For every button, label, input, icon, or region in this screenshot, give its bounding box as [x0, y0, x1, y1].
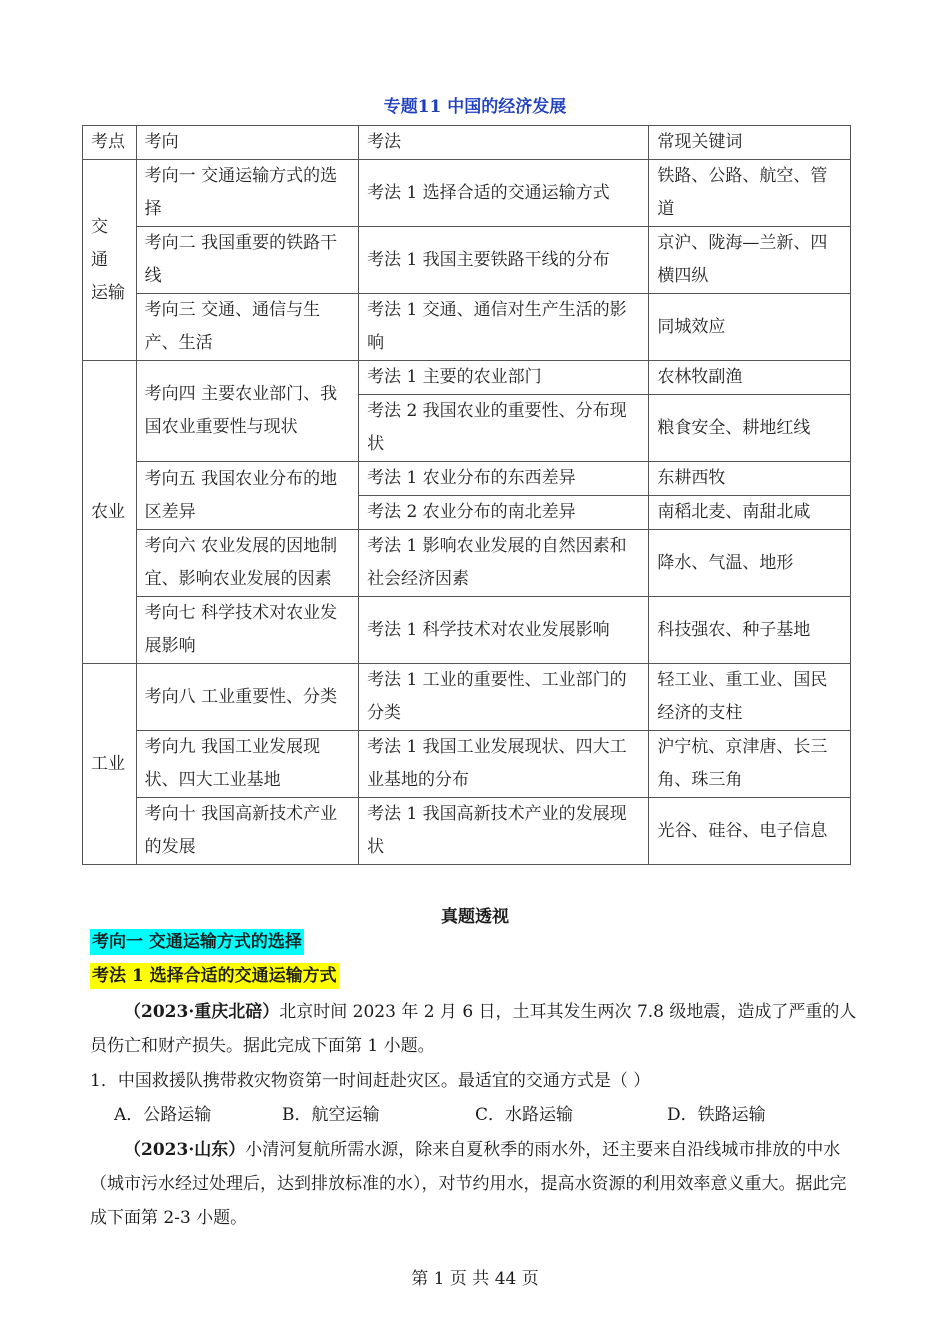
kaofa-cell: 考法 1 我国主要铁路干线的分布: [359, 227, 649, 294]
option-d: D．铁路运输: [667, 1105, 766, 1125]
group-agriculture: 农业: [83, 361, 137, 664]
header-keywords: 常现关键词: [649, 126, 851, 160]
kaoxiang-cell: 考向七 科学技术对农业发展影响: [136, 597, 358, 664]
kaoxiang-cell: 考向二 我国重要的铁路干线: [136, 227, 358, 294]
header-kaofa: 考法: [359, 126, 649, 160]
kaoxiang-cell: 考向五 我国农业分布的地区差异: [136, 462, 358, 530]
kaoxiang-cell: 考向六 农业发展的因地制宜、影响农业发展的因素: [136, 530, 358, 597]
kaofa-cell: 考法 1 交通、通信对生产生活的影响: [359, 294, 649, 361]
keyword-cell: 铁路、公路、航空、管道: [649, 160, 851, 227]
kaofa-heading: 考法 1 选择合适的交通运输方式: [90, 963, 339, 989]
option-a: A．公路运输: [114, 1105, 212, 1125]
kaofa-cell: 考法 1 影响农业发展的自然因素和社会经济因素: [359, 530, 649, 597]
answer-options: [114, 1098, 814, 1132]
section-title: 真题透视: [441, 907, 509, 927]
table-row: [83, 597, 851, 664]
question-1: 1．中国救援队携带救灾物资第一时间赶赴灾区。最适宜的交通方式是（ ）: [90, 1071, 651, 1091]
keyword-cell: 南稻北麦、南甜北咸: [649, 496, 851, 530]
kaoxiang-cell: 考向四 主要农业部门、我国农业重要性与现状: [136, 361, 358, 462]
keyword-cell: 科技强农、种子基地: [649, 597, 851, 664]
document-title: 专题11 中国的经济发展: [383, 97, 567, 117]
kaoxiang-cell: 考向十 我国高新技术产业的发展: [136, 798, 358, 865]
kaoxiang-cell: 考向八 工业重要性、分类: [136, 664, 358, 731]
table-row: [83, 227, 851, 294]
page-footer: 第 1 页 共 44 页: [411, 1269, 539, 1289]
table-row: [83, 361, 851, 395]
keyword-cell: 京沪、陇海—兰新、四横四纵: [649, 227, 851, 294]
header-kaoxiang: 考向: [136, 126, 358, 160]
kaoxiang-cell: 考向一 交通运输方式的选择: [136, 160, 358, 227]
table-row: [83, 664, 851, 731]
keyword-cell: 粮食安全、耕地红线: [649, 395, 851, 462]
kaoxiang-heading: 考向一 交通运输方式的选择: [90, 929, 304, 955]
table-row: [83, 160, 851, 227]
context-text: 北京时间 2023 年 2 月 6 日，土耳其发生两次 7.8 级地震，造成了严重的人员伤亡和财产损失。据此完成下面第 1 小题。: [90, 1002, 857, 1056]
kaofa-cell: 考法 2 我国农业的重要性、分布现状: [359, 395, 649, 462]
table-header-row: [83, 126, 851, 160]
table-row: [83, 462, 851, 496]
kaofa-cell: 考法 1 工业的重要性、工业部门的分类: [359, 664, 649, 731]
question-context-1: [90, 995, 858, 1063]
table-row: [83, 530, 851, 597]
group-transport: 交 通 运输: [83, 160, 137, 361]
option-b: B．航空运输: [282, 1105, 380, 1125]
table-row: [83, 294, 851, 361]
source-label: （2023·山东）: [124, 1140, 246, 1160]
question-context-2: [90, 1133, 858, 1235]
kaofa-cell: 考法 1 我国高新技术产业的发展现状: [359, 798, 649, 865]
kaofa-cell: 考法 2 农业分布的南北差异: [359, 496, 649, 530]
kaofa-cell: 考法 1 农业分布的东西差异: [359, 462, 649, 496]
keyword-cell: 降水、气温、地形: [649, 530, 851, 597]
group-industry: 工业: [83, 664, 137, 865]
keyword-cell: 沪宁杭、京津唐、长三角、珠三角: [649, 731, 851, 798]
source-label: （2023·重庆北碚）: [124, 1002, 280, 1022]
option-c: C．水路运输: [475, 1105, 574, 1125]
keyword-cell: 农林牧副渔: [649, 361, 851, 395]
kaofa-cell: 考法 1 科学技术对农业发展影响: [359, 597, 649, 664]
kaofa-cell: 考法 1 主要的农业部门: [359, 361, 649, 395]
keyword-cell: 光谷、硅谷、电子信息: [649, 798, 851, 865]
keyword-cell: 东耕西牧: [649, 462, 851, 496]
header-kaodian: 考点: [83, 126, 137, 160]
kaofa-cell: 考法 1 选择合适的交通运输方式: [359, 160, 649, 227]
table-row: [83, 798, 851, 865]
keyword-cell: 轻工业、重工业、国民经济的支柱: [649, 664, 851, 731]
keyword-cell: 同城效应: [649, 294, 851, 361]
kaoxiang-cell: 考向九 我国工业发展现状、四大工业基地: [136, 731, 358, 798]
table-row: [83, 731, 851, 798]
kaoxiang-cell: 考向三 交通、通信与生产、生活: [136, 294, 358, 361]
kaofa-cell: 考法 1 我国工业发展现状、四大工业基地的分布: [359, 731, 649, 798]
topic-table: [82, 125, 851, 865]
context-text: 小清河复航所需水源，除来自夏秋季的雨水外，还主要来自沿线城市排放的中水（城市污水经过处理后，达到排放标准的水），对节约用水，提高水资源的利用效率意义重大。据此完成下面第 2-3 小题。: [90, 1140, 847, 1228]
